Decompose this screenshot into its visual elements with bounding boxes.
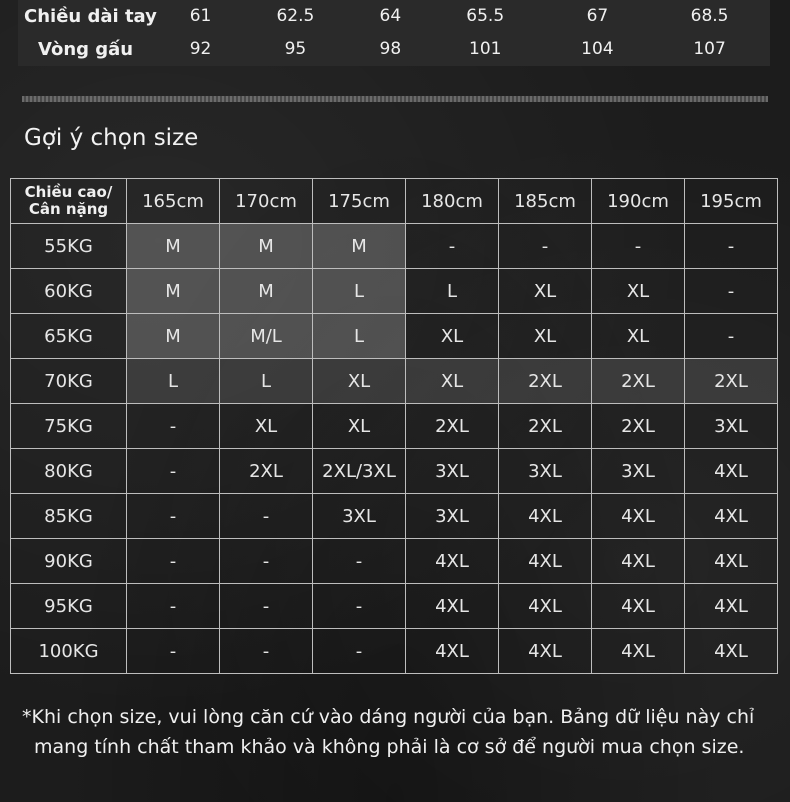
- table-row: [11, 584, 778, 629]
- cell-value: 92: [189, 39, 212, 59]
- weight-label: 100KG: [11, 629, 127, 674]
- size-cell: XL: [592, 269, 685, 314]
- weight-label: 70KG: [11, 359, 127, 404]
- size-cell: 2XL: [592, 359, 685, 404]
- size-cell: 3XL: [499, 449, 592, 494]
- size-cell: 4XL: [499, 494, 592, 539]
- size-cell: 3XL: [406, 449, 499, 494]
- cell-value: 64: [379, 6, 402, 26]
- cell-value: 104: [581, 39, 614, 59]
- table-row: [11, 539, 778, 584]
- table-row: [11, 404, 778, 449]
- weight-label: 80KG: [11, 449, 127, 494]
- size-cell: 4XL: [685, 584, 778, 629]
- size-cell: -: [406, 224, 499, 269]
- size-cell: -: [499, 224, 592, 269]
- size-cell: M/L: [220, 314, 313, 359]
- size-cell: XL: [313, 359, 406, 404]
- row-label: Vòng gấu: [38, 38, 134, 60]
- size-cell: 4XL: [499, 629, 592, 674]
- size-cell: M: [127, 314, 220, 359]
- cell-value: 107: [693, 39, 726, 59]
- size-cell: -: [313, 584, 406, 629]
- table-row: [11, 629, 778, 674]
- disclaimer-note: [22, 702, 772, 762]
- size-cell: 2XL: [220, 449, 313, 494]
- weight-label: 95KG: [11, 584, 127, 629]
- cell-value: 68.5: [690, 6, 729, 26]
- size-cell: M: [220, 224, 313, 269]
- size-cell: -: [685, 224, 778, 269]
- size-cell: 3XL: [406, 494, 499, 539]
- measurement-table: [18, 0, 770, 66]
- size-recommendation-table: [10, 178, 778, 674]
- cell-value: 65.5: [466, 6, 505, 26]
- size-cell: -: [313, 629, 406, 674]
- height-header: 170cm: [220, 179, 313, 224]
- size-cell: -: [313, 539, 406, 584]
- table-row: [11, 359, 778, 404]
- table-row: [18, 32, 770, 66]
- size-cell: XL: [499, 269, 592, 314]
- size-cell: M: [127, 224, 220, 269]
- size-cell: -: [220, 584, 313, 629]
- size-cell: XL: [499, 314, 592, 359]
- cell-value: 98: [379, 39, 402, 59]
- size-cell: XL: [406, 314, 499, 359]
- size-cell: -: [220, 539, 313, 584]
- size-cell: 4XL: [592, 539, 685, 584]
- table-header-row: [11, 179, 778, 224]
- height-header: 175cm: [313, 179, 406, 224]
- weight-label: 60KG: [11, 269, 127, 314]
- size-cell: XL: [313, 404, 406, 449]
- size-cell: XL: [220, 404, 313, 449]
- weight-label: 75KG: [11, 404, 127, 449]
- size-cell: 3XL: [592, 449, 685, 494]
- size-cell: 4XL: [406, 539, 499, 584]
- size-cell: 4XL: [592, 629, 685, 674]
- height-header: 190cm: [592, 179, 685, 224]
- cell-value: 95: [284, 39, 307, 59]
- size-cell: L: [313, 314, 406, 359]
- corner-header: [11, 179, 127, 224]
- note-line: mang tính chất tham khảo và không phải là cơ sở để người mua chọn size.: [34, 736, 745, 758]
- size-cell: L: [406, 269, 499, 314]
- table-row: [11, 314, 778, 359]
- size-cell: 2XL: [685, 359, 778, 404]
- cell-value: 67: [586, 6, 609, 26]
- size-cell: 4XL: [406, 629, 499, 674]
- size-cell: 4XL: [685, 449, 778, 494]
- size-cell: 4XL: [685, 629, 778, 674]
- size-cell: 2XL: [499, 359, 592, 404]
- size-cell: 2XL: [499, 404, 592, 449]
- size-cell: L: [313, 269, 406, 314]
- corner-label-weight: Cân nặng: [28, 200, 109, 218]
- height-header: 195cm: [685, 179, 778, 224]
- weight-label: 90KG: [11, 539, 127, 584]
- height-header: 185cm: [499, 179, 592, 224]
- size-cell: 4XL: [592, 584, 685, 629]
- size-cell: XL: [406, 359, 499, 404]
- table-row: [11, 449, 778, 494]
- weight-label: 85KG: [11, 494, 127, 539]
- size-cell: -: [685, 269, 778, 314]
- size-cell: 4XL: [592, 494, 685, 539]
- size-cell: 4XL: [499, 539, 592, 584]
- size-cell: -: [220, 494, 313, 539]
- size-cell: 4XL: [685, 539, 778, 584]
- table-row: [11, 269, 778, 314]
- size-cell: M: [313, 224, 406, 269]
- table-row: [11, 224, 778, 269]
- row-label: Chiều dài tay: [24, 5, 157, 27]
- size-cell: -: [220, 629, 313, 674]
- size-cell: -: [127, 584, 220, 629]
- weight-label: 55KG: [11, 224, 127, 269]
- height-header: 180cm: [406, 179, 499, 224]
- height-header: 165cm: [127, 179, 220, 224]
- section-title: Gợi ý chọn size: [24, 125, 199, 151]
- size-cell: -: [685, 314, 778, 359]
- size-cell: 4XL: [406, 584, 499, 629]
- size-cell: -: [127, 449, 220, 494]
- size-cell: XL: [592, 314, 685, 359]
- cell-value: 62.5: [276, 6, 315, 26]
- cell-value: 61: [189, 6, 212, 26]
- size-cell: -: [592, 224, 685, 269]
- size-cell: 2XL: [592, 404, 685, 449]
- cell-value: 101: [469, 39, 502, 59]
- size-cell: L: [127, 359, 220, 404]
- size-cell: 2XL: [406, 404, 499, 449]
- size-cell: 4XL: [685, 494, 778, 539]
- size-cell: -: [127, 404, 220, 449]
- size-cell: 4XL: [499, 584, 592, 629]
- size-cell: -: [127, 629, 220, 674]
- divider: [22, 96, 768, 102]
- note-line: *Khi chọn size, vui lòng căn cứ vào dáng người của bạn. Bảng dữ liệu này chỉ: [22, 706, 755, 728]
- size-cell: 2XL/3XL: [313, 449, 406, 494]
- corner-label-height: Chiều cao/: [24, 183, 113, 201]
- size-cell: 3XL: [685, 404, 778, 449]
- size-cell: M: [127, 269, 220, 314]
- table-row: [18, 0, 770, 32]
- table-row: [11, 494, 778, 539]
- size-cell: -: [127, 539, 220, 584]
- size-cell: L: [220, 359, 313, 404]
- size-cell: -: [127, 494, 220, 539]
- weight-label: 65KG: [11, 314, 127, 359]
- size-cell: M: [220, 269, 313, 314]
- size-cell: 3XL: [313, 494, 406, 539]
